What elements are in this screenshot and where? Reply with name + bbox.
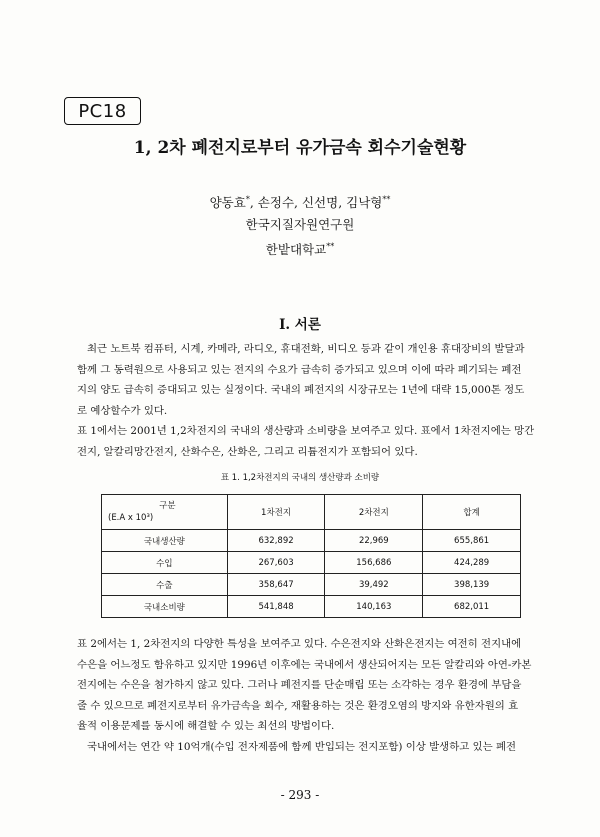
table-cell: 632,892 <box>227 530 325 552</box>
author-others: , 손정수, 신선명, 김낙형 <box>249 195 383 211</box>
row-label: 수출 <box>102 574 228 596</box>
table-cell: 655,861 <box>423 530 521 552</box>
table-caption: 표 1. 1,2차전지의 국내의 생산량과 소비량 <box>220 473 380 483</box>
table-row <box>102 574 521 596</box>
affiliation-2-name: 한밭대학교 <box>265 242 327 258</box>
table-cell: 682,011 <box>423 596 521 618</box>
table-row <box>102 552 521 574</box>
row-label: 국내생산량 <box>102 530 228 552</box>
author-names <box>0 189 600 214</box>
paper-title: 1, 2차 폐전지로부터 유가금속 회수기술현황 <box>133 138 467 158</box>
text-line: 율적 이용문제를 동시에 해결할 수 있는 최선의 방법이다. <box>77 720 335 732</box>
table-cell: 267,603 <box>227 552 325 574</box>
table-row <box>102 596 521 618</box>
text-line: 로 예상할수가 있다. <box>77 404 168 417</box>
section-heading: I. 서론 <box>279 317 321 333</box>
table-cell: 424,289 <box>423 552 521 574</box>
text-line: 줄 수 있으므로 폐전지로부터 유가금속을 회수, 재활용하는 것은 환경오염의 방지와 유한자원의 효 <box>77 699 519 712</box>
column-header: 2차전지 <box>325 495 423 530</box>
row-label: 수입 <box>102 552 228 574</box>
paper-code-badge: PC18 <box>64 97 141 125</box>
text-line: 수은을 어느정도 함유하고 있지만 1996년 이후에는 국내에서 생산되어지는 모든 알칼리와 아연-카본 <box>77 658 532 671</box>
column-header: 1차전지 <box>227 495 325 530</box>
affiliation-2 <box>0 236 600 261</box>
page-number: - 293 - <box>280 788 320 802</box>
text-line: 표 2에서는 1, 2차전지의 다양한 특성을 보여주고 있다. 수은전지와 산화은전지는 여전히 전지내에 <box>77 638 522 650</box>
table-cell: 541,848 <box>227 596 325 618</box>
affiliation-2-mark: ** <box>326 242 335 252</box>
row-label: 국내소비량 <box>102 596 228 618</box>
table-cell: 22,969 <box>325 530 423 552</box>
table-cell: 358,647 <box>227 574 325 596</box>
author-1: 양동효 <box>209 195 246 211</box>
text-line: 최근 노트북 컴퓨터, 시계, 카메라, 라디오, 휴대전화, 비디오 등과 같이 개인용 휴대장비의 발달과 <box>87 343 525 355</box>
header-label-unit: (E.A x 10³) <box>108 513 154 523</box>
text-line: 전지, 알칼리망간전지, 산화수은, 산화은, 그리고 리튬전지가 포함되어 있다. <box>77 445 418 458</box>
column-header: 합계 <box>423 495 521 530</box>
table-header-row <box>102 495 521 530</box>
text-line: 지의 양도 급속히 증대되고 있는 실정이다. 국내의 폐전지의 시장규모는 1년에 대략 15,000톤 정도 <box>77 384 525 396</box>
author-last-mark: ** <box>382 195 391 204</box>
paragraph-intro <box>77 339 547 462</box>
text-line: 전지에는 수은을 첨가하지 않고 있다. 그러나 폐전지를 단순매립 또는 소각하는 경우 환경에 부담을 <box>77 679 522 691</box>
paragraph-body <box>77 634 547 757</box>
author-block <box>0 189 600 261</box>
text-line: 국내에서는 연간 약 10억개(수입 전자제품에 함께 반입되는 전지포함) 이상 발생하고 있는 폐전 <box>87 740 517 753</box>
table-header-label <box>102 495 228 530</box>
table-cell: 156,686 <box>325 552 423 574</box>
data-table <box>101 494 521 618</box>
table-cell: 39,492 <box>325 574 423 596</box>
table-row <box>102 530 521 552</box>
table-cell: 140,163 <box>325 596 423 618</box>
header-label-top: 구분 <box>159 501 176 511</box>
text-line: 함께 그 동력원으로 사용되고 있는 전지의 수요가 급속히 증가되고 있으며 이에 따라 폐기되는 폐전 <box>77 363 522 376</box>
table-cell: 398,139 <box>423 574 521 596</box>
affiliation-1: 한국지질자원연구원 <box>245 217 355 233</box>
author-1-mark: * <box>245 195 250 204</box>
text-line: 표 1에서는 2001년 1,2차전지의 국내의 생산량과 소비량을 보여주고 있다. 표에서 1차전지에는 망간 <box>77 425 535 437</box>
